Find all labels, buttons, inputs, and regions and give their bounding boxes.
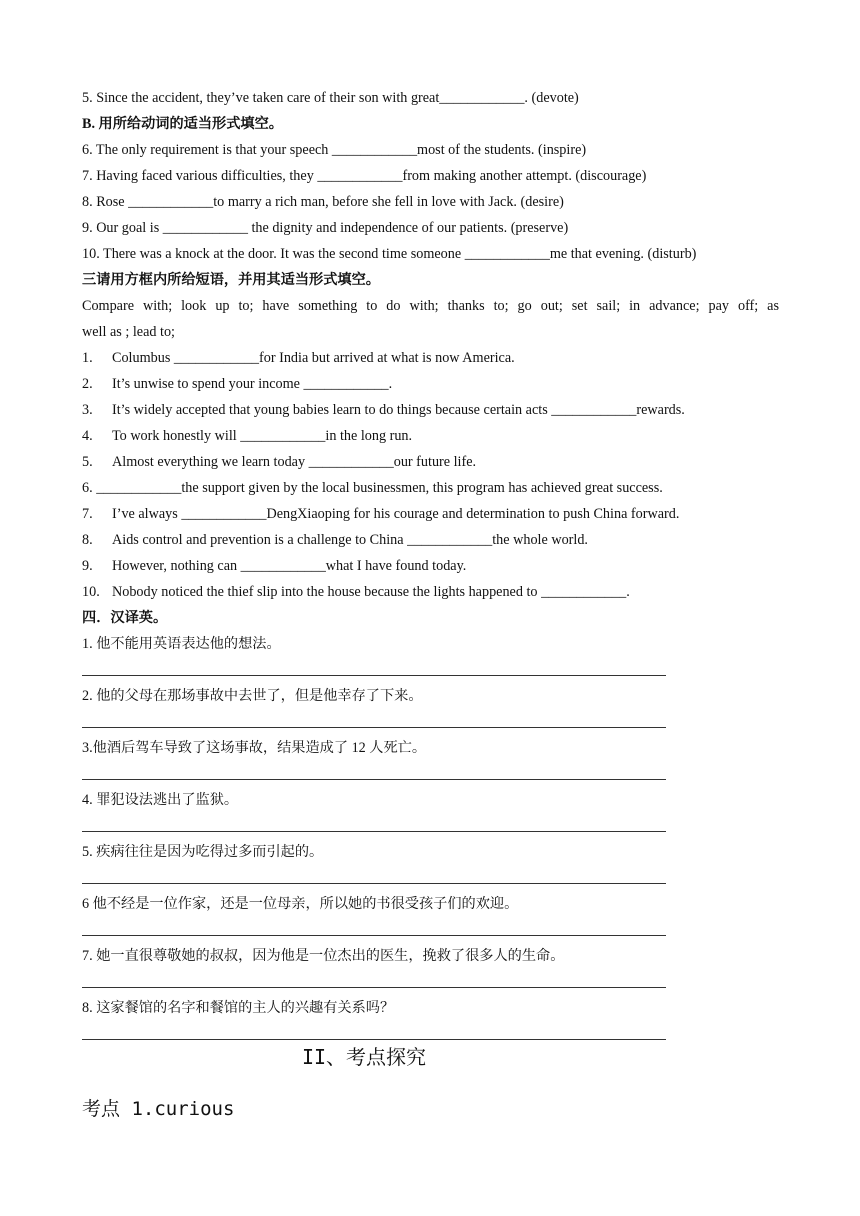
item-text: I’ve always ____________DengXiaoping for his courage and determination to push China forward. — [112, 506, 680, 522]
item-number: 7. — [82, 506, 93, 522]
part-three-heading: 三请用方框内所给短语，并用其适当形式填空。 — [82, 272, 380, 288]
answer-line[interactable] — [82, 1039, 666, 1040]
list-item — [82, 375, 392, 393]
section-b-heading: B. 用所给动词的适当形式填空。 — [82, 116, 283, 132]
item-number: 2. — [82, 376, 93, 392]
answer-line[interactable] — [82, 883, 666, 884]
item-text: Aids control and prevention is a challenge to China ____________the whole world. — [112, 532, 588, 548]
list-item — [82, 453, 476, 471]
list-item — [82, 349, 515, 367]
phrase-box-line-2: well as ; lead to; — [82, 324, 175, 340]
part-four-heading: 四．汉译英。 — [82, 610, 168, 626]
answer-line[interactable] — [82, 987, 666, 988]
item-text: It’s widely accepted that young babies learn to do things because certain acts ____________rewards. — [112, 402, 685, 418]
translation-prompt: 5. 疾病往往是因为吃得过多而引起的。 — [82, 844, 324, 860]
list-item — [82, 505, 679, 523]
exercise-item: 5. Since the accident, they’ve taken care of their son with great____________. (devote) — [82, 90, 579, 106]
translation-prompt: 3.他酒后驾车导致了这场事故，结果造成了 12 人死亡。 — [82, 740, 427, 756]
item-number: 5. — [82, 454, 93, 470]
item-text: To work honestly will ____________in the long run. — [112, 428, 413, 444]
item-text: It’s unwise to spend your income ____________. — [112, 376, 393, 392]
item-number: 9. — [82, 558, 93, 574]
list-item — [82, 531, 588, 549]
list-item — [82, 557, 466, 575]
item-number: 1. — [82, 350, 93, 366]
translation-prompt: 6 他不经是一位作家，还是一位母亲，所以她的书很受孩子们的欢迎。 — [82, 896, 519, 912]
item-text: ____________the support given by the local businessmen, this program has achieved great success. — [96, 480, 663, 496]
answer-line[interactable] — [82, 831, 666, 832]
exercise-item: 6. The only requirement is that your speech ____________most of the students. (inspire) — [82, 142, 587, 158]
item-number: 10. — [82, 584, 100, 600]
item-text: However, nothing can ____________what I have found today. — [112, 558, 467, 574]
list-item — [82, 427, 412, 445]
item-number: 4. — [82, 428, 93, 444]
answer-line[interactable] — [82, 727, 666, 728]
translation-prompt: 2. 他的父母在那场事故中去世了，但是他幸存了下来。 — [82, 688, 423, 704]
item-text: Nobody noticed the thief slip into the house because the lights happened to ____________. — [112, 584, 630, 600]
list-item — [82, 479, 663, 497]
translation-prompt: 1. 他不能用英语表达他的想法。 — [82, 636, 281, 652]
section-ii-heading: II、考点探究 — [301, 1045, 427, 1069]
exercise-item: 9. Our goal is ____________ the dignity and independence of our patients. (preserve) — [82, 220, 569, 236]
exercise-item: 8. Rose ____________to marry a rich man, before she fell in love with Jack. (desire) — [82, 194, 564, 210]
kaodian-heading: 考点 1.curious — [82, 1098, 235, 1120]
list-item — [82, 583, 630, 601]
item-number: 3. — [82, 402, 93, 418]
answer-line[interactable] — [82, 675, 666, 676]
translation-prompt: 8. 这家餐馆的名字和餐馆的主人的兴趣有关系吗？ — [82, 1000, 395, 1016]
phrase-box-line-1: Compare with; look up to; have something to do with; thanks to; go out; set sail; in advance; pay off; as — [82, 298, 779, 314]
item-text: Columbus ____________for India but arrived at what is now America. — [112, 350, 515, 366]
translation-prompt: 7. 她一直很尊敬她的叔叔，因为他是一位杰出的医生，挽救了很多人的生命。 — [82, 948, 565, 964]
item-number: 8. — [82, 532, 93, 548]
exercise-item: 7. Having faced various difficulties, they ____________from making another attempt. (discourage) — [82, 168, 647, 184]
list-item — [82, 401, 685, 419]
answer-line[interactable] — [82, 779, 666, 780]
item-number: 6. — [82, 480, 93, 496]
exercise-item: 10. There was a knock at the door. It was the second time someone ____________me that evening. (disturb) — [82, 246, 697, 262]
translation-prompt: 4. 罪犯设法逃出了监狱。 — [82, 792, 239, 808]
answer-line[interactable] — [82, 935, 666, 936]
item-text: Almost everything we learn today ____________our future life. — [112, 454, 477, 470]
